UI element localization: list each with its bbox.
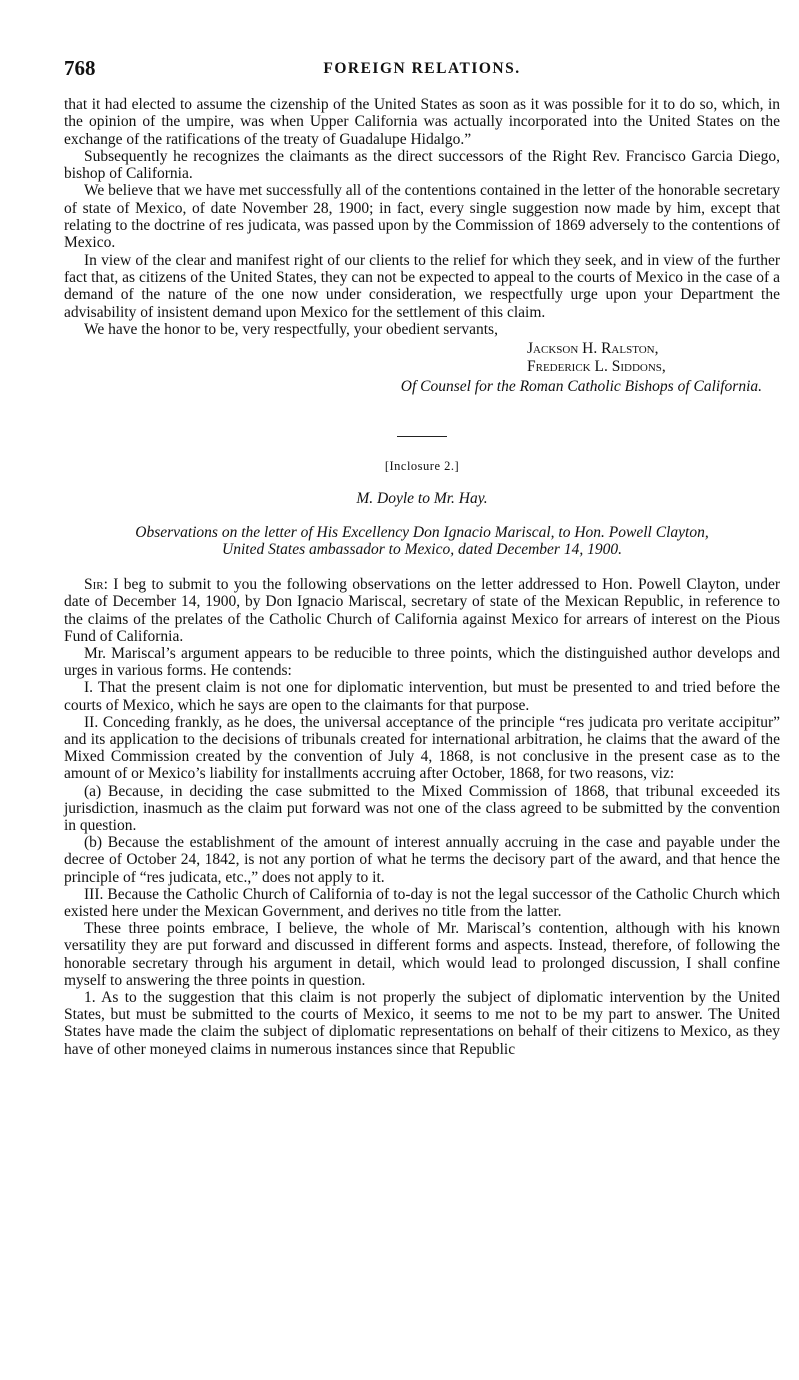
paragraph: I. That the present claim is not one for diplomatic intervention, but must be presented to and tried before the courts of Mexico, which he says are open to the claimants for that purpose. — [64, 679, 780, 714]
salutation: Sir: — [84, 576, 108, 594]
letter-title: M. Doyle to Mr. Hay. — [356, 490, 488, 508]
section-divider — [397, 436, 447, 437]
subtitle-line: Observations on the letter of His Excellency Don Ignacio Mariscal, to Hon. Powell Clayton, — [135, 524, 709, 542]
letter-subtitle — [64, 524, 780, 558]
paragraph: that it had elected to assume the cizenship of the United States as soon as it was possible for it to do so, which, in the opinion of the umpire, was when Upper California was actually incorporated into the United States on the exchange of the ratifications of the treaty of Guadalupe Hidalgo.” — [64, 96, 780, 148]
paragraph: These three points embrace, I believe, the whole of Mr. Mariscal’s contention, although with his known versatility they are put forward and discussed in different forms and aspects. Instead, therefore, of following the honorable secretary through his argument in detail, which would lead to prolonged discussion, I shall confine myself to answering the three points in question. — [64, 920, 780, 989]
signer-ralston: Jackson H. Ralston, — [527, 340, 659, 358]
paragraph: In view of the clear and manifest right of our clients to the relief for which they seek, and in view of the further fact that, as citizens of the United States, they can not be expected to appeal to the courts of Mexico in the case of a demand of the nature of the one now under consideration, we respectfully urge upon your Department the advisability of insistent demand upon Mexico for the settlement of this claim. — [64, 251, 780, 321]
document-page — [64, 56, 780, 1058]
paragraph: Subsequently he recognizes the claimants as the direct successors of the Right Rev. Francisco Garcia Diego, bishop of California. — [64, 147, 780, 183]
letter-body — [64, 576, 780, 1058]
paragraph: We have the honor to be, very respectfully, your obedient servants, — [84, 320, 498, 338]
signer-siddons: Frederick L. Siddons, — [527, 358, 666, 376]
running-head: FOREIGN RELATIONS. — [323, 60, 521, 77]
page-number: 768 — [64, 56, 96, 80]
paragraph: II. Conceding frankly, as he does, the universal acceptance of the principle “res judicata pro veritate accipitur” and its application to the decisions of tribunals created for international arbitration, he claims that the award of the Mixed Commission created by the convention of July 4, 1868, is not conclusive in the present case as to the amount of or Mexico’s liability for installments accruing after October, 1868, for two reasons, viz: — [64, 713, 780, 783]
letter-continuation — [64, 96, 780, 338]
paragraph: 1. As to the suggestion that this claim is not properly the subject of diplomatic intervention by the United States, but must be submitted to the courts of Mexico, it seems to me not to be my part to answer. The United States have made the claim the subject of diplomatic representations on behalf of their citizens to Mexico, as they have of other moneyed claims in numerous instances since that Republic — [64, 989, 780, 1058]
paragraph-text: I beg to submit to you the following observations on the letter addressed to Hon. Powell Clayton, under date of December 14, 1900, by Don Ignacio Mariscal, secretary of state of the Mexican Republic, in reference to the claims of the prelates of the Catholic Church of California against Mexico for arrears of interest on the Pious Fund of California. — [64, 576, 781, 645]
paragraph: We believe that we have met successfully all of the contentions contained in the letter of the honorable secretary of state of Mexico, of date November 28, 1900; in fact, every single suggestion now made by him, except that relating to the doctrine of res judicata, was passed upon by the Commission of 1869 adversely to the contentions of Mexico. — [64, 182, 780, 252]
page-header — [64, 56, 780, 82]
paragraph: Mr. Mariscal’s argument appears to be reducible to three points, which the distinguished author develops and urges in various forms. He contends: — [64, 644, 780, 680]
paragraph — [64, 576, 780, 645]
inclosure-label: [Inclosure 2.] — [384, 459, 460, 474]
signature-block — [64, 340, 780, 396]
paragraph: (a) Because, in deciding the case submitted to the Mixed Commission of 1868, that tribunal exceeded its jurisdiction, inasmuch as the claim put forward was not one of the class agreed to be submitted by the convention in question. — [64, 782, 780, 834]
paragraph: (b) Because the establishment of the amount of interest annually accruing in the case and payable under the decree of October 24, 1842, is not any portion of what he terms the decisory part of the award, and that hence the principle of “res judicata, etc.,” does not apply to it. — [64, 834, 780, 886]
counsel-line: Of Counsel for the Roman Catholic Bishops of California. — [400, 378, 762, 396]
subtitle-line: United States ambassador to Mexico, dated December 14, 1900. — [222, 541, 622, 559]
paragraph: III. Because the Catholic Church of California of to-day is not the legal successor of the Catholic Church which existed here under the Mexican Government, and derives no title from the latter. — [64, 885, 780, 921]
